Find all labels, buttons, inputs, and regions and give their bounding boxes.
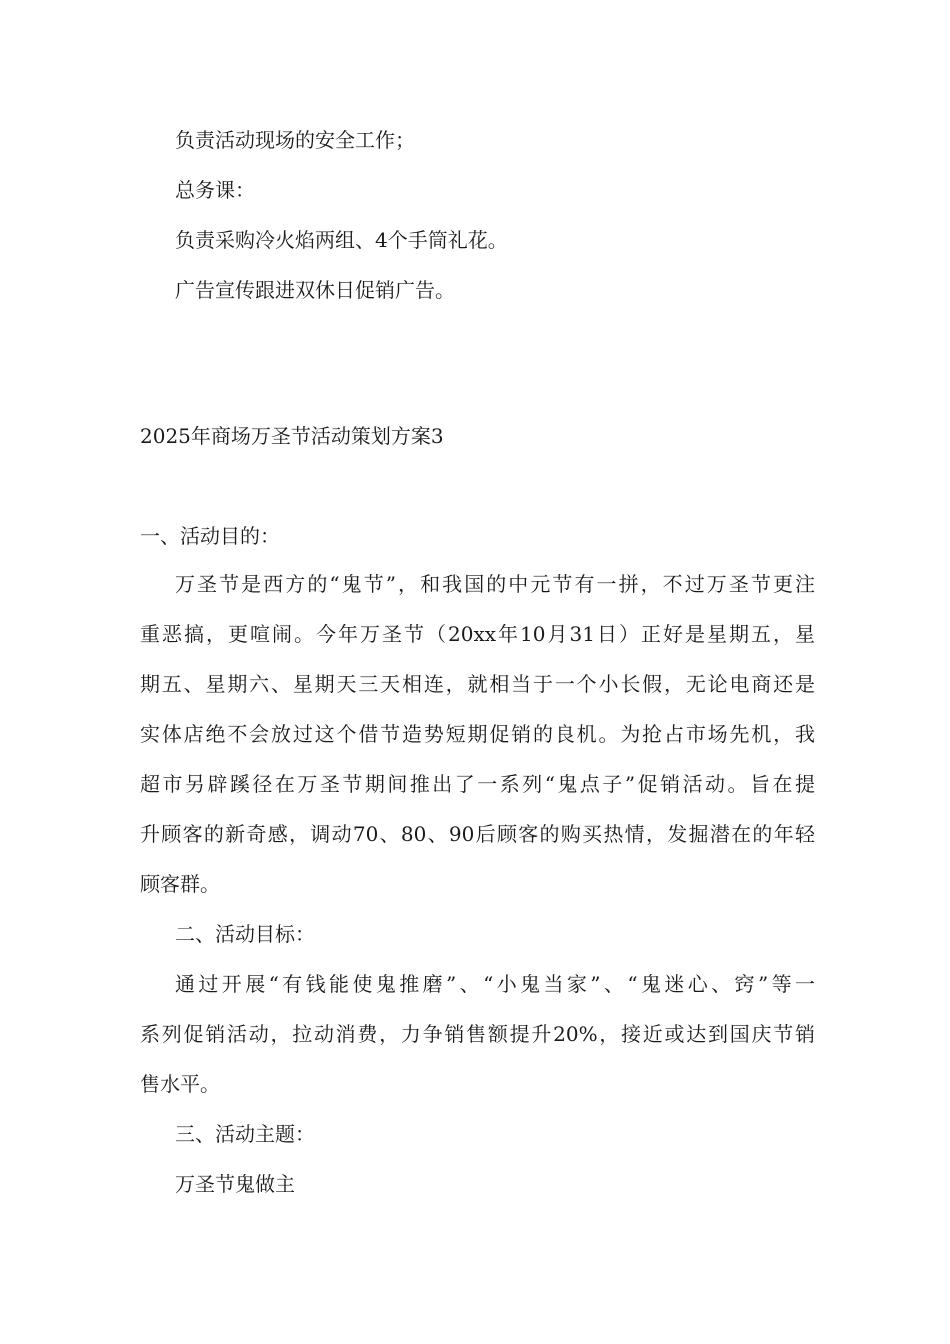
paragraph-line: 售水平。	[140, 1072, 220, 1096]
paragraph-line: 通过开展“有钱能使鬼推磨”、“小鬼当家”、“鬼迷心、窍”等一	[175, 972, 815, 996]
theme-text: 万圣节鬼做主	[175, 1172, 295, 1196]
paragraph-line: 系列促销活动，拉动消费，力争销售额提升20%，接近或达到国庆节销	[140, 1022, 815, 1046]
paragraph-line: 顾客群。	[140, 872, 220, 896]
paragraph-line: 万圣节是西方的“鬼节”，和我国的中元节有一拼，不过万圣节更注	[175, 572, 815, 596]
section-heading-3: 三、活动主题：	[175, 1122, 315, 1146]
paragraph-line: 重恶搞，更喧闹。今年万圣节（20xx年10月31日）正好是星期五，星	[140, 622, 815, 646]
section-heading-1: 一、活动目的：	[140, 524, 280, 548]
paragraph-line: 升顾客的新奇感，调动70、80、90后顾客的购买热情，发掘潜在的年轻	[140, 822, 815, 846]
body-line: 负责活动现场的安全工作；	[175, 128, 415, 152]
document-title: 2025年商场万圣节活动策划方案3	[140, 424, 444, 448]
body-line: 总务课：	[175, 178, 255, 202]
paragraph-line: 超市另辟蹊径在万圣节期间推出了一系列“鬼点子”促销活动。旨在提	[140, 772, 815, 796]
section-heading-2: 二、活动目标：	[175, 922, 315, 946]
paragraph-line: 实体店绝不会放过这个借节造势短期促销的良机。为抢占市场先机，我	[140, 722, 815, 746]
body-line: 广告宣传跟进双休日促销广告。	[175, 278, 455, 302]
body-line: 负责采购冷火焰两组、4个手筒礼花。	[175, 228, 508, 252]
paragraph-line: 期五、星期六、星期天三天相连，就相当于一个小长假，无论电商还是	[140, 672, 815, 696]
